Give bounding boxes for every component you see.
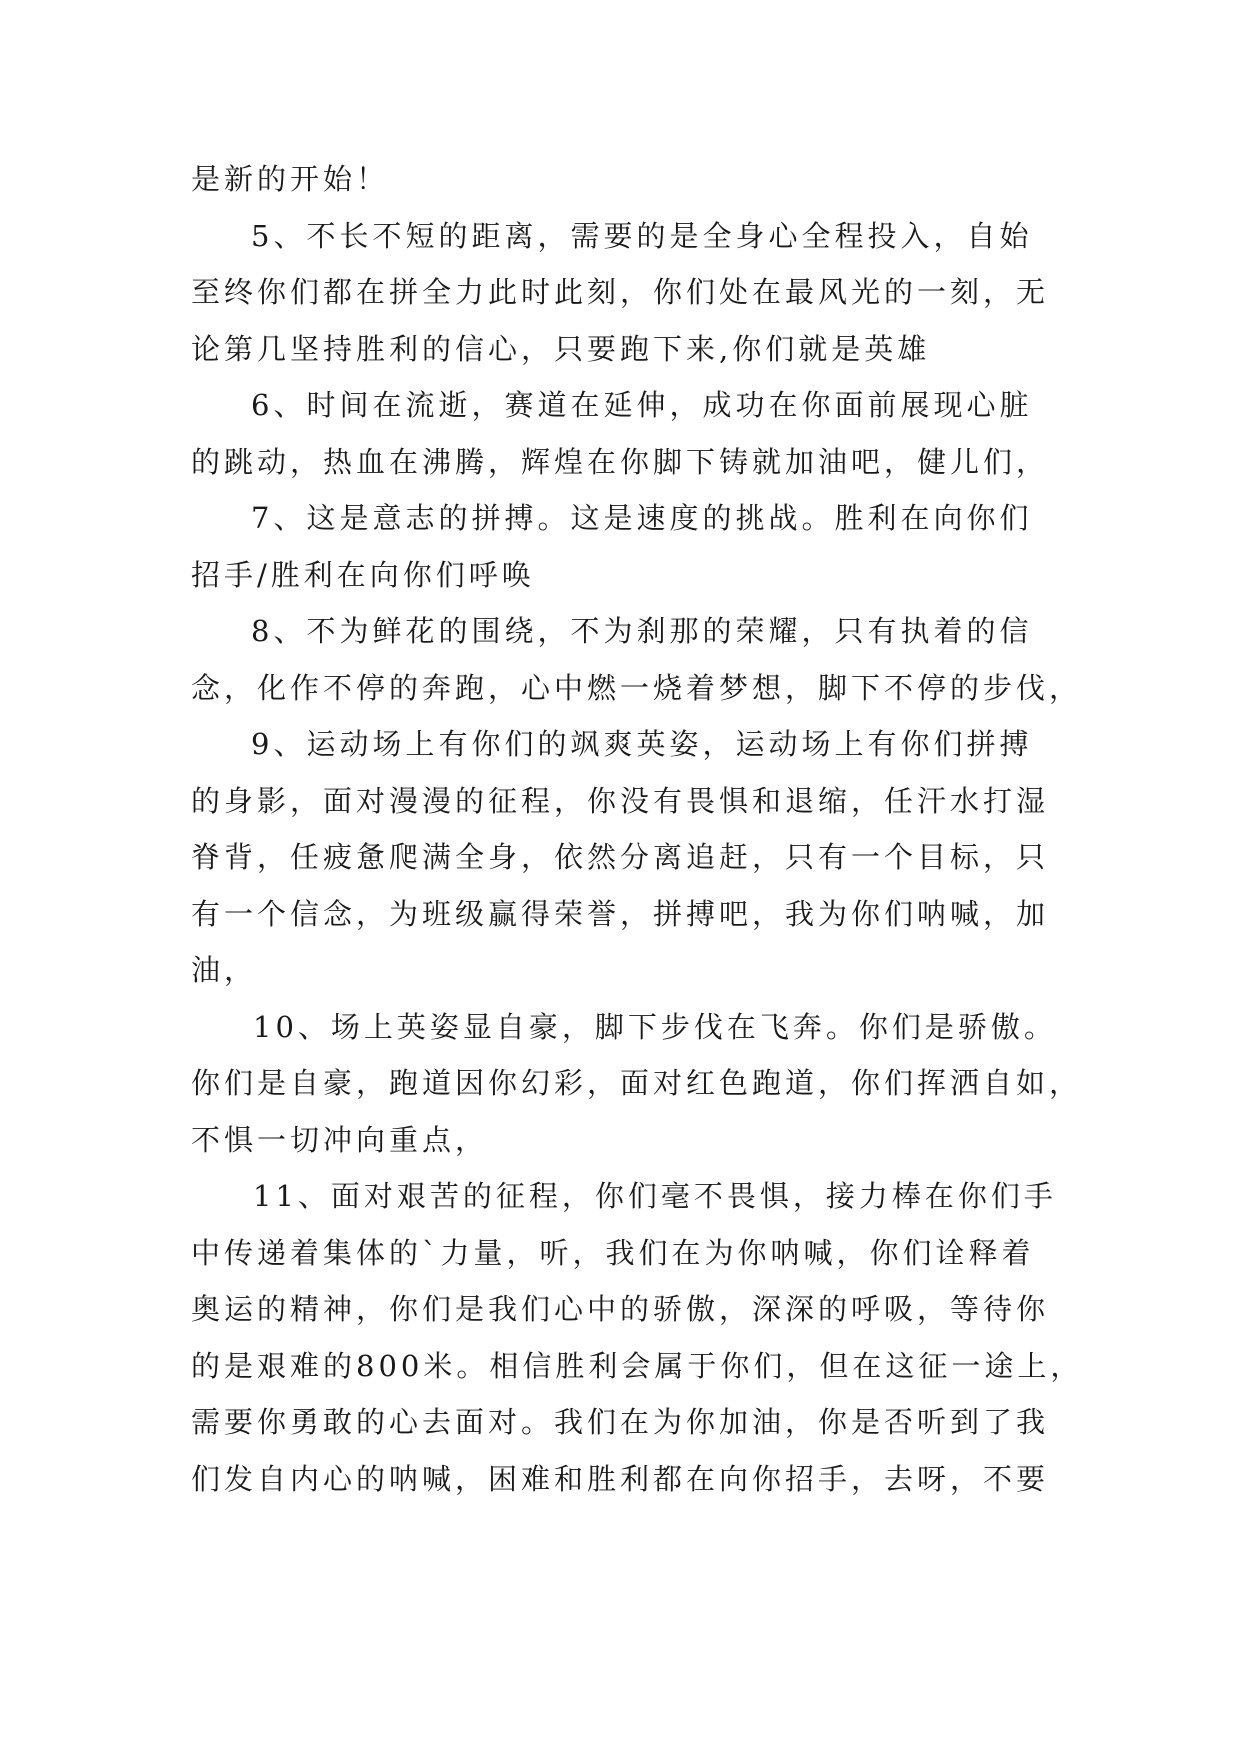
text-line: 不惧一切冲向重点， — [191, 1123, 489, 1157]
text-line: 招手/胜利在向你们呼唤 — [191, 558, 535, 592]
text-line: 念，化作不停的奔跑，心中燃一烧着梦想，脚下不停的步伐， — [191, 671, 1083, 705]
text-line: 奥运的精神，你们是我们心中的骄傲，深深的呼吸，等待你 — [191, 1292, 1050, 1326]
text-line: 8、不为鲜花的围绕，不为刹那的荣耀，只有执着的信 — [251, 614, 1033, 648]
text-line: 10、场上英姿显自豪，脚下步伐在飞奔。你们是骄傲。 — [253, 1010, 1057, 1044]
text-line: 6、时间在流逝，赛道在延伸，成功在你面前展现心脏 — [251, 388, 1033, 422]
text-line: 你们是自豪，跑道因你幻彩，面对红色跑道，你们挥洒自如， — [191, 1066, 1083, 1100]
text-line: 脊背，任疲惫爬满全身，依然分离追赶，只有一个目标，只 — [191, 840, 1050, 874]
text-line: 有一个信念，为班级赢得荣誉，拼搏吧，我为你们呐喊，加 — [191, 897, 1050, 931]
text-line: 至终你们都在拼全力此时此刻，你们处在最风光的一刻，无 — [191, 275, 1050, 309]
text-line: 油， — [191, 953, 258, 987]
text-line: 是新的开始！ — [191, 162, 390, 196]
text-line: 9、运动场上有你们的飒爽英姿，运动场上有你们拼搏 — [251, 727, 1033, 761]
text-line: 的是艰难的800米。相信胜利会属于你们，但在这征一途上， — [191, 1349, 1084, 1383]
text-line: 论第几坚持胜利的信心，只要跑下来,你们就是英雄 — [191, 332, 931, 366]
text-line: 7、这是意志的拼搏。这是速度的挑战。胜利在向你们 — [251, 501, 1033, 535]
text-line: 的身影，面对漫漫的征程，你没有畏惧和退缩，任汗水打湿 — [191, 784, 1050, 818]
text-line: 需要你勇敢的心去面对。我们在为你加油，你是否听到了我 — [191, 1405, 1050, 1439]
text-line: 的跳动，热血在沸腾，辉煌在你脚下铸就加油吧，健儿们， — [191, 445, 1050, 479]
text-line: 中传递着集体的`力量，听，我们在为你呐喊，你们诠释着 — [191, 1236, 1035, 1270]
text-line: 11、面对艰苦的征程，你们毫不畏惧，接力棒在你们手 — [253, 1179, 1057, 1213]
text-line: 们发自内心的呐喊，困难和胜利都在向你招手，去呀，不要 — [191, 1462, 1050, 1496]
text-line: 5、不长不短的距离，需要的是全身心全程投入，自始 — [251, 219, 1033, 253]
